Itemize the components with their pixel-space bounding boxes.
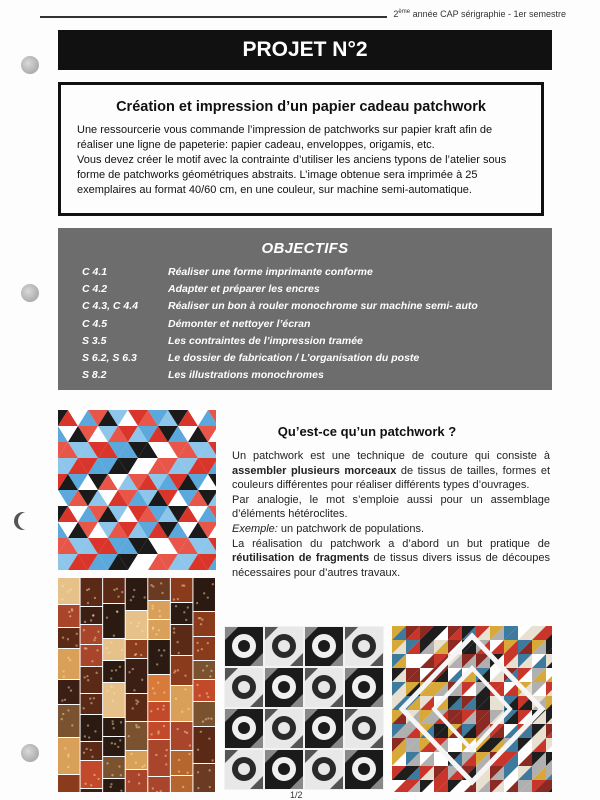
patchwork-paragraph-3: Exemple: un patchwork de populations. <box>232 522 425 535</box>
fabric-patchwork-image <box>58 578 216 792</box>
patchwork-paragraph-4: La réalisation du patchwork a d’abord un but pratique de réutilisation de fragments de tissus divers issus de découpes nécessaires pour d’autres travaux. <box>232 537 550 579</box>
objective-row <box>58 332 552 349</box>
diamond-patchwork-image <box>392 626 552 792</box>
binder-hole-crescent <box>18 512 36 530</box>
project-title: PROJET N°2 <box>242 38 368 61</box>
objective-label: Démonter et nettoyer l’écran <box>168 317 311 330</box>
objective-code: C 4.5 <box>82 317 108 330</box>
intro-box <box>58 82 544 216</box>
objective-code: S 8.2 <box>82 369 107 382</box>
objective-row <box>58 298 552 315</box>
objective-label: Réaliser une forme imprimante conforme <box>168 265 373 278</box>
objective-row <box>58 315 552 332</box>
patchwork-description <box>232 449 550 580</box>
binder-hole-middle <box>21 284 39 302</box>
objectives-title: OBJECTIFS <box>261 240 349 257</box>
objective-code: S 3.5 <box>82 334 107 347</box>
objective-row <box>58 367 552 384</box>
intro-title: Création et impression d’un papier cadeau patchwork <box>116 99 486 115</box>
objective-row <box>58 263 552 280</box>
objective-label: Réaliser un bon à rouler monochrome sur machine semi- auto <box>168 300 478 313</box>
objective-row <box>58 280 552 297</box>
project-title-bar <box>58 30 552 70</box>
objective-code: C 4.1 <box>82 265 108 278</box>
objective-row <box>58 349 552 366</box>
header-course-label: 2ème année CAP sérigraphie - 1er semestre <box>387 9 566 19</box>
objectives-list <box>58 263 552 384</box>
tile-patchwork-image <box>224 626 384 790</box>
binder-hole-bottom <box>21 744 39 762</box>
patchwork-paragraph-1: Un patchwork est une technique de couture qui consiste à assembler plusieurs morceaux de tissus de tailles, formes et couleurs différentes pour réaliser différents types d’ouvrages. <box>232 450 550 492</box>
objective-code: C 4.2 <box>82 282 108 295</box>
patchwork-section-title: Qu’est-ce qu’un patchwork ? <box>277 424 457 439</box>
page-number: 1/2 <box>290 790 303 800</box>
objective-label: Adapter et préparer les encres <box>168 282 320 295</box>
objective-code: C 4.3, C 4.4 <box>82 300 139 313</box>
objective-label: Les illustrations monochromes <box>168 369 324 382</box>
intro-paragraph-2: Vous devez créer le motif avec la contrainte d’utiliser les anciens typons de l’atelier sous forme de patchworks géométriques abstraits. L’image obtenue sera imprimée à 25 exemplaires au format 40/60 cm, en une couleur, sur machine semi-automatique. <box>77 154 507 196</box>
objective-label: Les contraintes de l’impression tramée <box>168 334 363 347</box>
objective-label: Le dossier de fabrication / L’organisation du poste <box>168 352 420 365</box>
triangle-patchwork-image <box>58 410 216 570</box>
objective-code: S 6.2, S 6.3 <box>82 352 137 365</box>
patchwork-paragraph-2: Par analogie, le mot s’emploie aussi pour un assemblage d’éléments hétéroclites. <box>232 493 550 521</box>
objectives-panel <box>58 228 552 390</box>
binder-hole-top <box>21 56 39 74</box>
intro-paragraph-1: Une ressourcerie vous commande l’impression de patchworks sur papier kraft afin de réaliser une ligne de papeterie: papier cadeau, enveloppes, origamis, etc. <box>77 124 493 151</box>
